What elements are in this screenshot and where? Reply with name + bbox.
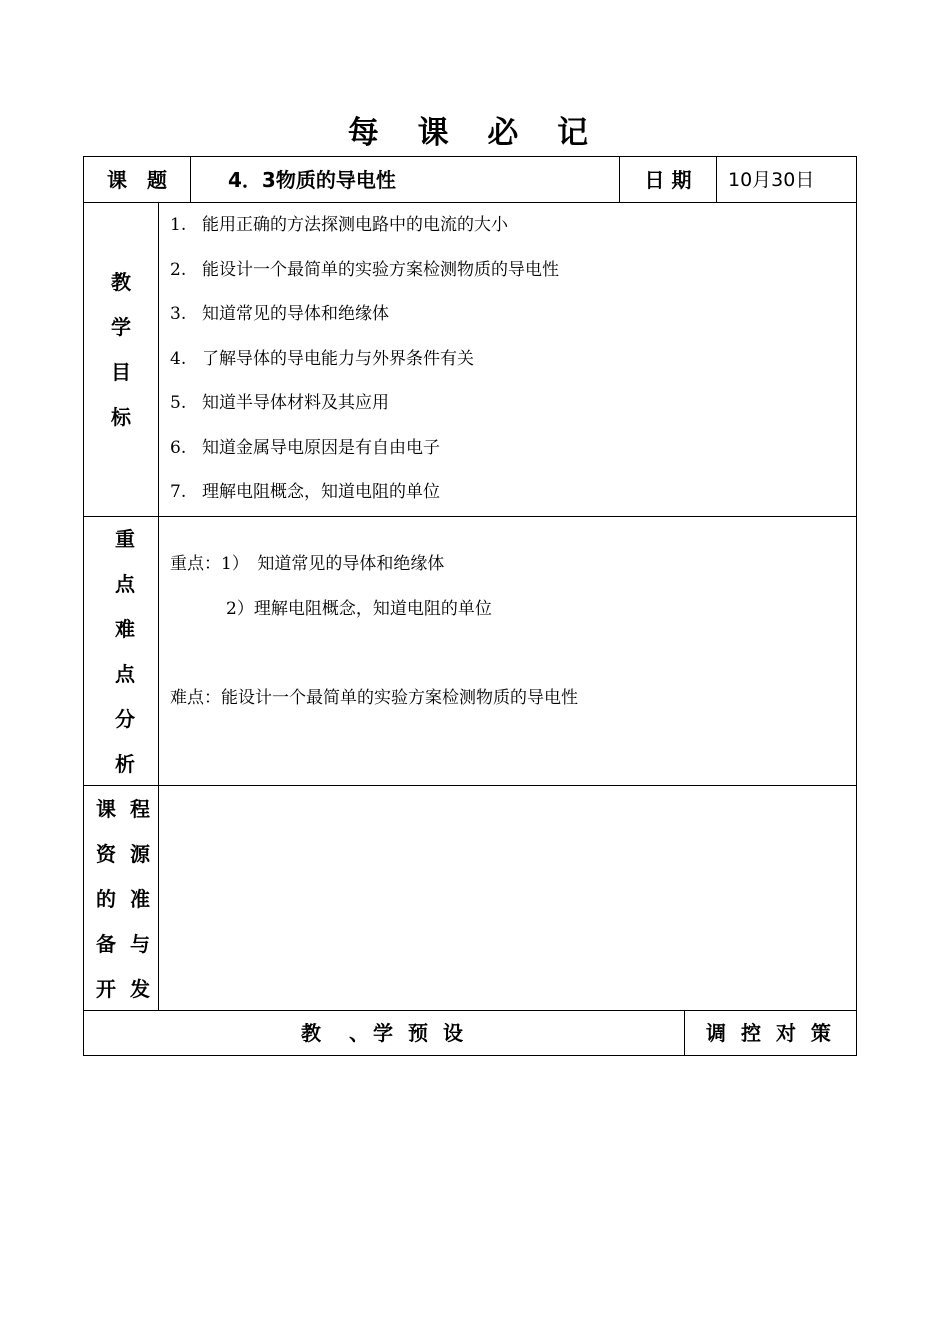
objectives-label-char: 目 [111, 360, 131, 384]
objective-text: 知道半导体材料及其应用 [202, 393, 389, 413]
teaching-plan-label: 教 、学 预 设 [301, 1021, 467, 1045]
control-strategy-label: 调 控 对 策 [706, 1021, 835, 1045]
difficulty-line: 难点：能设计一个最简单的实验方案检测物质的导电性 [170, 688, 578, 708]
objective-item [170, 426, 440, 471]
key-points-label-char: 点 [115, 662, 135, 686]
objectives-label-char: 学 [111, 315, 131, 339]
resources-label-char: 的 [96, 887, 116, 911]
objective-text: 理解电阻概念，知道电阻的单位 [202, 482, 440, 502]
resources-label-char: 程 [130, 797, 150, 821]
objectives-label [84, 260, 158, 440]
topic-value: 4．3物质的导电性 [228, 167, 396, 192]
objectives-label-char: 教 [111, 270, 131, 294]
objective-number: 4. [170, 349, 187, 369]
resources-label-char: 开 [96, 977, 116, 1001]
objective-number: 2. [170, 260, 187, 280]
resources-label-char: 课 [96, 797, 116, 821]
objective-item [170, 381, 389, 426]
objective-number: 3. [170, 304, 187, 324]
key-points-label-char: 重 [115, 527, 135, 551]
date-label: 日 期 [644, 167, 692, 192]
objective-text: 能用正确的方法探测电路中的电流的大小 [202, 215, 508, 235]
resources-label-char: 资 [96, 842, 116, 866]
key-points-label-char: 难 [115, 617, 135, 641]
resources-label-char: 备 [96, 932, 116, 956]
objective-number: 7. [170, 482, 187, 502]
objective-text: 知道常见的导体和绝缘体 [202, 304, 389, 324]
objective-number: 6. [170, 438, 187, 458]
key-point-line-2: 2）理解电阻概念，知道电阻的单位 [226, 599, 492, 619]
resources-label-char: 与 [130, 932, 150, 956]
key-points-label-char: 点 [115, 572, 135, 596]
key-points-label-char: 分 [115, 707, 135, 731]
objective-item [170, 248, 559, 293]
objective-text: 了解导体的导电能力与外界条件有关 [202, 349, 474, 369]
date-value: 10月30日 [728, 168, 815, 191]
objectives-label-char: 标 [111, 405, 131, 429]
resources-label-char: 准 [130, 887, 150, 911]
objective-text: 能设计一个最简单的实验方案检测物质的导电性 [202, 260, 559, 280]
objective-item [170, 470, 440, 515]
objective-number: 5. [170, 393, 187, 413]
objective-number: 1. [170, 215, 187, 235]
key-points-label-char: 析 [115, 752, 135, 776]
resources-label-char: 源 [130, 842, 150, 866]
resources-label [89, 787, 157, 1012]
objective-item [170, 203, 508, 248]
key-point-line-1: 重点：1） 知道常见的导体和绝缘体 [170, 554, 445, 574]
key-points-label [88, 517, 162, 787]
objective-item [170, 292, 389, 337]
topic-label: 课 题 [107, 167, 167, 192]
page-title: 每 课 必 记 [347, 115, 603, 151]
objective-item [170, 337, 474, 382]
resources-label-char: 发 [130, 977, 150, 1001]
resources-content [159, 786, 856, 1010]
objective-text: 知道金属导电原因是有自由电子 [202, 438, 440, 458]
